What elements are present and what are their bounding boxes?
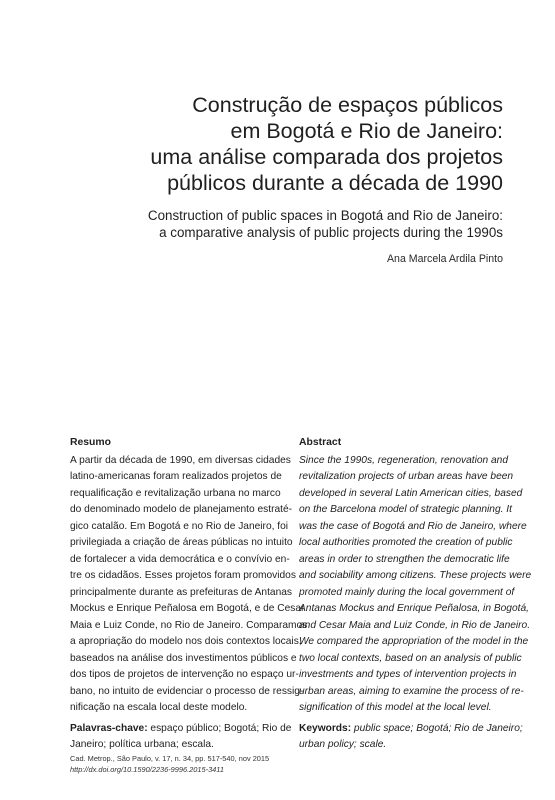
keywords-text: public space; Bogotá; Rio de Janeiro;: [351, 722, 523, 734]
title-portuguese: [63, 92, 503, 196]
resumo-line: latino-americanas foram realizados projetos de: [70, 471, 282, 482]
resumo-section: [70, 435, 308, 754]
abstract-line: revitalization projects of urban areas have been: [299, 471, 514, 482]
resumo-keywords: [70, 721, 292, 754]
abstract-line: on the Barcelona model of strategic planning. It: [299, 504, 512, 515]
title-pt-line: públicos durante a década de 1990: [167, 171, 503, 195]
keywords-text: urban policy; scale.: [299, 739, 387, 750]
title-pt-line: em Bogotá e Rio de Janeiro:: [230, 119, 503, 143]
keywords-text: espaço público; Bogotá; Rio de: [147, 722, 292, 734]
abstract-line: and sociability among citizens. These projects were: [299, 570, 532, 581]
resumo-line: requalificação e revitalização urbana no marco: [70, 487, 281, 499]
abstract-line: was the case of Bogotá and Rio de Janeiro, where: [299, 520, 527, 532]
abstract-line: investments and types of intervention projects in: [299, 669, 517, 680]
abstract-line: signification of this model at the local level.: [299, 702, 492, 713]
resumo-line: Mockus e Enrique Peñalosa em Bogotá, e de Cesar: [70, 603, 305, 614]
keywords-label: Palavras-chave:: [70, 722, 148, 734]
abstract-line: Antanas Mockus and Enrique Peñalosa, in Bogotá,: [299, 603, 529, 614]
resumo-line: privilegiada a criação de áreas públicas no intuito: [70, 537, 293, 548]
abstract-section: [299, 435, 532, 754]
title-english: [33, 207, 503, 241]
abstract-keywords: [299, 721, 523, 754]
keywords-line: [299, 721, 523, 738]
author-name: Ana Marcela Ardila Pinto: [386, 253, 503, 265]
abstract-line: promoted mainly during the local government of: [299, 586, 515, 598]
doi-link[interactable]: http://dx.doi.org/10.1590/2236-9996.2015-3411: [70, 765, 224, 774]
abstract-line: local authorities promoted the creation of public: [299, 537, 513, 548]
keywords-text: Janeiro; política urbana; escala.: [70, 739, 214, 750]
journal-citation: Cad. Metrop., São Paulo, v. 17, n. 34, pp. 517-540, nov 2015: [70, 754, 270, 763]
abstract-line: and Cesar Maia and Luiz Conde, in Rio de Janeiro.: [299, 619, 531, 631]
resumo-line: tre os cidadãos. Esses projetos foram promovidos: [70, 570, 296, 581]
resumo-line: a apropriação do modelo nos dois contextos locais,: [70, 636, 302, 647]
title-en-line: a comparative analysis of public projects during the 1990s: [159, 225, 503, 240]
abstract-heading: Abstract: [299, 437, 342, 448]
abstract-line: areas in order to strengthen the democratic life: [299, 553, 510, 565]
resumo-line: do denominado modelo de planejamento estraté-: [70, 504, 293, 515]
abstract-line: urban areas, aiming to examine the process of re-: [299, 685, 524, 697]
title-pt-line: Construção de espaços públicos: [192, 93, 503, 117]
resumo-line: Maia e Luiz Conde, no Rio de Janeiro. Comparamos: [70, 619, 308, 631]
resumo-heading: Resumo: [70, 437, 111, 448]
resumo-line: dos tipos de projetos de intervenção no espaço ur-: [70, 669, 299, 680]
resumo-line: nificação na escala local deste modelo.: [70, 702, 248, 713]
resumo-line: gico catalão. Em Bogotá e no Rio de Janeiro, foi: [70, 520, 289, 532]
abstract-line: developed in several Latin American cities, based: [299, 487, 523, 499]
resumo-line: principalmente durante as prefeituras de Antanas: [70, 586, 293, 598]
abstract-body: [299, 453, 532, 717]
abstract-line: We compared the appropriation of the model in the: [299, 636, 529, 647]
keywords-line: [70, 721, 292, 738]
keywords-label: Keywords:: [299, 722, 352, 734]
title-pt-line: uma análise comparada dos projetos: [150, 145, 503, 169]
abstract-line: Since the 1990s, regeneration, renovation and: [299, 454, 508, 466]
footer-citation: [70, 753, 269, 775]
title-en-line: Construction of public spaces in Bogotá and Rio de Janeiro:: [147, 208, 503, 223]
resumo-line: baseados na análise dos investimentos públicos e: [70, 652, 297, 664]
resumo-line: de fortalecer a vida democrática e o convívio en-: [70, 553, 290, 565]
resumo-line: A partir da década de 1990, em diversas cidades: [70, 454, 291, 466]
abstract-line: two local contexts, based on an analysis of public: [299, 652, 522, 664]
resumo-line: bano, no intuito de evidenciar o processo de ressig-: [70, 685, 304, 697]
resumo-body: [70, 453, 308, 717]
